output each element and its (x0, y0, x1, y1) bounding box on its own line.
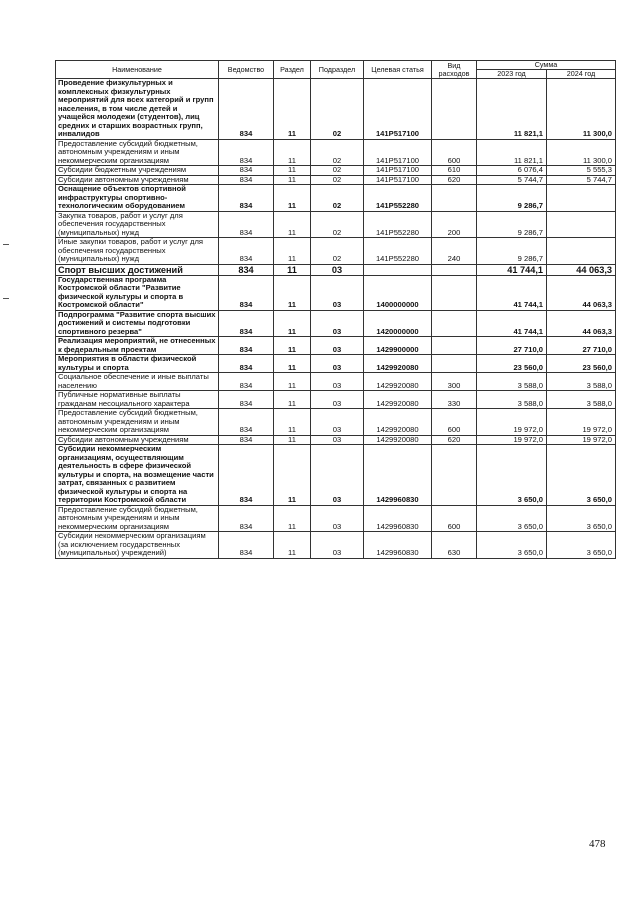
cell-vedomstvo: 834 (219, 391, 274, 409)
table-row (56, 337, 616, 355)
cell-name: Субсидии некоммерческим организациям, осуществляющим деятельность в сфере физической культуры и спорта, на возмещение части затрат, связанных с развитием физической культуры и спорта на территории Костромской области (56, 445, 219, 506)
cell-sum-2023: 41 744,1 (477, 275, 547, 310)
cell-sum-2024: 3 650,0 (547, 532, 616, 559)
table-row (56, 391, 616, 409)
cell-vid-rashodov (432, 79, 477, 140)
cell-vid-rashodov: 600 (432, 409, 477, 436)
cell-vid-rashodov (432, 337, 477, 355)
cell-vedomstvo: 834 (219, 355, 274, 373)
cell-celevaya-statya: 1420000000 (364, 310, 432, 337)
cell-name: Иные закупки товаров, работ и услуг для обеспечения государственных (муниципальных) нужд (56, 238, 219, 265)
cell-sum-2024: 19 972,0 (547, 435, 616, 445)
table-row (56, 532, 616, 559)
cell-sum-2023: 3 588,0 (477, 391, 547, 409)
cell-podrazdel: 03 (311, 505, 364, 532)
header-2023: 2023 год (477, 70, 547, 79)
table-body (56, 79, 616, 559)
cell-vid-rashodov: 330 (432, 391, 477, 409)
cell-name: Государственная программа Костромской области "Развитие физической культуры и спорта в Костромской области" (56, 275, 219, 310)
cell-sum-2024: 44 063,3 (547, 264, 616, 275)
cell-razdel: 11 (274, 264, 311, 275)
cell-sum-2023: 19 972,0 (477, 409, 547, 436)
cell-vid-rashodov (432, 445, 477, 506)
cell-name: Подпрограмма "Развитие спорта высших достижений и системы подготовки спортивного резерва" (56, 310, 219, 337)
cell-celevaya-statya: 141P517100 (364, 79, 432, 140)
cell-name: Проведение физкультурных и комплексных физкультурных мероприятий для всех категорий и групп населения, в том числе детей и учащейся молодежи (студентов), лиц средних и старших возрастных групп, инвалидов (56, 79, 219, 140)
cell-celevaya-statya: 141P552280 (364, 185, 432, 212)
cell-razdel: 11 (274, 275, 311, 310)
cell-celevaya-statya: 1429960830 (364, 532, 432, 559)
cell-vid-rashodov (432, 310, 477, 337)
cell-celevaya-statya: 1429920080 (364, 391, 432, 409)
cell-sum-2023: 11 821,1 (477, 79, 547, 140)
table-row (56, 166, 616, 176)
page-number: 478 (589, 838, 606, 850)
cell-vedomstvo: 834 (219, 175, 274, 185)
cell-celevaya-statya: 141P552280 (364, 238, 432, 265)
cell-sum-2023: 23 560,0 (477, 355, 547, 373)
cell-razdel: 11 (274, 166, 311, 176)
cell-name: Оснащение объектов спортивной инфраструктуры спортивно-технологическим оборудованием (56, 185, 219, 212)
cell-name: Реализация мероприятий, не отнесенных к федеральным проектам (56, 337, 219, 355)
cell-sum-2023: 9 286,7 (477, 211, 547, 238)
cell-sum-2023: 3 650,0 (477, 505, 547, 532)
cell-podrazdel: 03 (311, 275, 364, 310)
cell-sum-2023: 5 744,7 (477, 175, 547, 185)
cell-celevaya-statya: 1429920080 (364, 355, 432, 373)
cell-razdel: 11 (274, 373, 311, 391)
cell-sum-2023: 27 710,0 (477, 337, 547, 355)
cell-name: Социальное обеспечение и иные выплаты населению (56, 373, 219, 391)
header-summa: Сумма (477, 61, 616, 70)
cell-sum-2023: 3 650,0 (477, 445, 547, 506)
cell-sum-2023: 19 972,0 (477, 435, 547, 445)
cell-vid-rashodov: 600 (432, 139, 477, 166)
cell-podrazdel: 02 (311, 175, 364, 185)
cell-podrazdel: 02 (311, 139, 364, 166)
header-name: Наименование (56, 61, 219, 79)
cell-podrazdel: 02 (311, 238, 364, 265)
cell-podrazdel: 03 (311, 264, 364, 275)
cell-celevaya-statya: 1429960830 (364, 505, 432, 532)
cell-podrazdel: 02 (311, 166, 364, 176)
cell-celevaya-statya: 141P517100 (364, 175, 432, 185)
cell-vedomstvo: 834 (219, 211, 274, 238)
cell-razdel: 11 (274, 211, 311, 238)
cell-vid-rashodov (432, 355, 477, 373)
table-row (56, 373, 616, 391)
cell-celevaya-statya: 1429920080 (364, 435, 432, 445)
cell-sum-2024: 3 588,0 (547, 391, 616, 409)
cell-sum-2024: 3 650,0 (547, 505, 616, 532)
table-row (56, 310, 616, 337)
cell-name: Субсидии автономным учреждениям (56, 175, 219, 185)
cell-vid-rashodov: 200 (432, 211, 477, 238)
cell-vedomstvo: 834 (219, 409, 274, 436)
cell-razdel: 11 (274, 532, 311, 559)
cell-name: Предоставление субсидий бюджетным, автономным учреждениям и иным некоммерческим организациям (56, 505, 219, 532)
cell-celevaya-statya: 141P517100 (364, 139, 432, 166)
cell-podrazdel: 03 (311, 445, 364, 506)
cell-sum-2024: 44 063,3 (547, 310, 616, 337)
cell-razdel: 11 (274, 185, 311, 212)
cell-vedomstvo: 834 (219, 435, 274, 445)
cell-name: Субсидии некоммерческим организациям (за исключением государственных (муниципальных) учреждений) (56, 532, 219, 559)
cell-sum-2023: 9 286,7 (477, 185, 547, 212)
table-row (56, 185, 616, 212)
cell-sum-2024: 5 744,7 (547, 175, 616, 185)
cell-sum-2023: 3 588,0 (477, 373, 547, 391)
header-razdel: Раздел (274, 61, 311, 79)
cell-razdel: 11 (274, 337, 311, 355)
table-row (56, 409, 616, 436)
header-celevaya-statya: Целевая статья (364, 61, 432, 79)
cell-podrazdel: 03 (311, 337, 364, 355)
header-vid-rashodov: Вид расходов (432, 61, 477, 79)
cell-vedomstvo: 834 (219, 310, 274, 337)
cell-vid-rashodov: 300 (432, 373, 477, 391)
cell-celevaya-statya: 1429900000 (364, 337, 432, 355)
table-row (56, 264, 616, 275)
cell-vedomstvo: 834 (219, 79, 274, 140)
cell-razdel: 11 (274, 409, 311, 436)
cell-podrazdel: 03 (311, 391, 364, 409)
margin-mark (3, 244, 9, 245)
cell-sum-2023: 3 650,0 (477, 532, 547, 559)
cell-name: Предоставление субсидий бюджетным, автономным учреждениям и иным некоммерческим организациям (56, 409, 219, 436)
cell-vid-rashodov (432, 275, 477, 310)
cell-vid-rashodov (432, 185, 477, 212)
cell-vedomstvo: 834 (219, 532, 274, 559)
cell-celevaya-statya: 1429920080 (364, 373, 432, 391)
cell-celevaya-statya (364, 264, 432, 275)
margin-mark (3, 298, 9, 299)
cell-celevaya-statya: 141P552280 (364, 211, 432, 238)
cell-sum-2024: 11 300,0 (547, 139, 616, 166)
cell-celevaya-statya: 1429960830 (364, 445, 432, 506)
cell-name: Субсидии бюджетным учреждениям (56, 166, 219, 176)
cell-podrazdel: 03 (311, 373, 364, 391)
cell-podrazdel: 02 (311, 185, 364, 212)
cell-celevaya-statya: 1429920080 (364, 409, 432, 436)
cell-sum-2024 (547, 238, 616, 265)
cell-vedomstvo: 834 (219, 275, 274, 310)
cell-podrazdel: 03 (311, 409, 364, 436)
cell-razdel: 11 (274, 355, 311, 373)
cell-name: Предоставление субсидий бюджетным, автономным учреждениям и иным некоммерческим организациям (56, 139, 219, 166)
header-2024: 2024 год (547, 70, 616, 79)
budget-table (55, 60, 616, 559)
cell-podrazdel: 03 (311, 310, 364, 337)
header-podrazdel: Подраздел (311, 61, 364, 79)
cell-sum-2024: 5 555,3 (547, 166, 616, 176)
cell-podrazdel: 02 (311, 79, 364, 140)
table-row (56, 139, 616, 166)
cell-name: Мероприятия в области физической культуры и спорта (56, 355, 219, 373)
cell-vedomstvo: 834 (219, 264, 274, 275)
cell-vid-rashodov: 600 (432, 505, 477, 532)
cell-vid-rashodov (432, 264, 477, 275)
table-row (56, 505, 616, 532)
cell-sum-2024: 44 063,3 (547, 275, 616, 310)
cell-sum-2023: 41 744,1 (477, 310, 547, 337)
cell-vedomstvo: 834 (219, 166, 274, 176)
cell-podrazdel: 03 (311, 355, 364, 373)
cell-razdel: 11 (274, 435, 311, 445)
cell-podrazdel: 03 (311, 435, 364, 445)
cell-celevaya-statya: 141P517100 (364, 166, 432, 176)
table-row (56, 211, 616, 238)
cell-vid-rashodov: 610 (432, 166, 477, 176)
cell-vid-rashodov: 620 (432, 435, 477, 445)
cell-razdel: 11 (274, 79, 311, 140)
header-vedomstvo: Ведомство (219, 61, 274, 79)
cell-sum-2024: 19 972,0 (547, 409, 616, 436)
cell-vedomstvo: 834 (219, 337, 274, 355)
cell-razdel: 11 (274, 445, 311, 506)
cell-sum-2024: 3 650,0 (547, 445, 616, 506)
cell-razdel: 11 (274, 310, 311, 337)
cell-name: Субсидии автономным учреждениям (56, 435, 219, 445)
cell-vedomstvo: 834 (219, 505, 274, 532)
cell-sum-2023: 11 821,1 (477, 139, 547, 166)
cell-vedomstvo: 834 (219, 238, 274, 265)
cell-vedomstvo: 834 (219, 373, 274, 391)
cell-sum-2023: 9 286,7 (477, 238, 547, 265)
cell-name: Публичные нормативные выплаты гражданам несоциального характера (56, 391, 219, 409)
cell-podrazdel: 03 (311, 532, 364, 559)
cell-vedomstvo: 834 (219, 445, 274, 506)
cell-podrazdel: 02 (311, 211, 364, 238)
cell-sum-2023: 6 076,4 (477, 166, 547, 176)
cell-celevaya-statya: 1400000000 (364, 275, 432, 310)
table-row (56, 275, 616, 310)
cell-sum-2024: 11 300,0 (547, 79, 616, 140)
cell-sum-2024 (547, 211, 616, 238)
cell-razdel: 11 (274, 175, 311, 185)
cell-vedomstvo: 834 (219, 185, 274, 212)
cell-sum-2024: 27 710,0 (547, 337, 616, 355)
table-row (56, 238, 616, 265)
cell-sum-2023: 41 744,1 (477, 264, 547, 275)
table-row (56, 445, 616, 506)
cell-vid-rashodov: 620 (432, 175, 477, 185)
cell-sum-2024 (547, 185, 616, 212)
table-row (56, 79, 616, 140)
cell-vid-rashodov: 240 (432, 238, 477, 265)
cell-sum-2024: 23 560,0 (547, 355, 616, 373)
cell-vid-rashodov: 630 (432, 532, 477, 559)
cell-razdel: 11 (274, 505, 311, 532)
cell-name: Спорт высших достижений (56, 264, 219, 275)
cell-razdel: 11 (274, 391, 311, 409)
cell-vedomstvo: 834 (219, 139, 274, 166)
table-row (56, 355, 616, 373)
budget-sheet (55, 60, 615, 559)
cell-sum-2024: 3 588,0 (547, 373, 616, 391)
cell-razdel: 11 (274, 238, 311, 265)
cell-name: Закупка товаров, работ и услуг для обеспечения государственных (муниципальных) нужд (56, 211, 219, 238)
cell-razdel: 11 (274, 139, 311, 166)
